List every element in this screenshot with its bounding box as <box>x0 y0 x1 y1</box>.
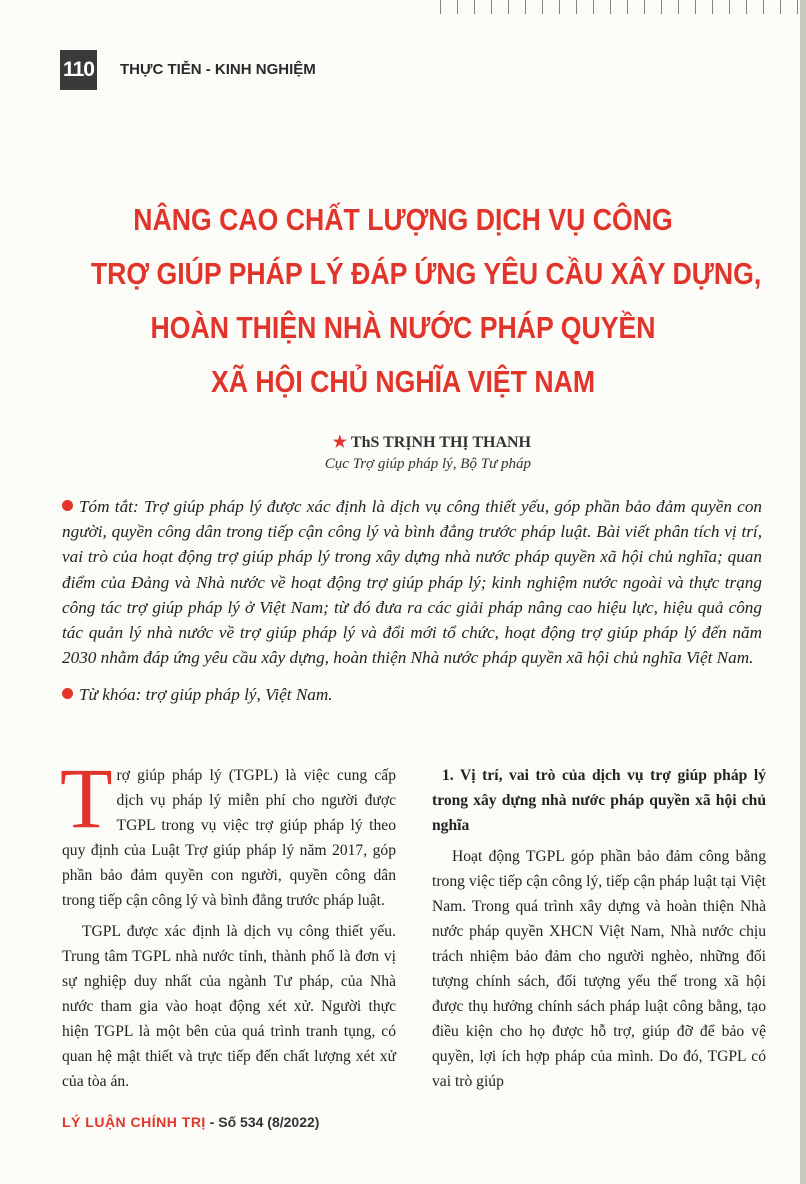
left-paragraph-1-text: rợ giúp pháp lý (TGPL) là việc cung cấp dịch vụ pháp lý miễn phí cho người được TGPL trong vụ việc trợ giúp pháp lý theo quy định của Luật Trợ giúp pháp lý năm 2017, góp phần bảo đảm quyền con người, quyền công dân trong tiếp cận công lý và bình đẳng trước pháp luật. <box>62 767 396 909</box>
title-line-2: TRỢ GIÚP PHÁP LÝ ĐÁP ỨNG YÊU CẦU XÂY DỰNG, <box>90 256 762 291</box>
keywords-label: Từ khóa: <box>79 685 142 705</box>
star-icon: ★ <box>332 434 347 451</box>
author-line <box>333 432 531 452</box>
page-number: 110 <box>60 50 97 90</box>
journal-name: LÝ LUẬN CHÍNH TRỊ <box>62 1114 206 1130</box>
section-label: THỰC TIỄN - KINH NGHIỆM <box>120 61 316 78</box>
title-line-3: HOÀN THIỆN NHÀ NƯỚC PHÁP QUYỀN <box>150 310 656 345</box>
page-edge <box>800 0 806 1184</box>
author-affiliation: Cục Trợ giúp pháp lý, Bộ Tư pháp <box>324 456 531 472</box>
keywords-text: trợ giúp pháp lý, Việt Nam. <box>145 685 333 705</box>
abstract-block <box>62 494 762 708</box>
abstract-text: Trợ giúp pháp lý được xác định là dịch vụ công thiết yếu, góp phần bảo đảm quyền con người, quyền công dân trong tiếp cận công lý và bình đẳng trước pháp luật. Bài viết phân tích vị trí, vai trò của hoạt động trợ giúp pháp lý trong xây dựng nhà nước pháp quyền xã hội chủ nghĩa; quan điểm của Đảng và Nhà nước về hoạt động trợ giúp pháp lý; kinh nghiệm nước ngoài và thực trạng công tác trợ giúp pháp lý ở Việt Nam; từ đó đưa ra các giải pháp nâng cao hiệu lực, hiệu quả công tác quản lý nhà nước về trợ giúp pháp lý và đổi mới tổ chức, hoạt động trợ giúp pháp lý đến năm 2030 nhằm đáp ứng yêu cầu xây dựng, hoàn thiện Nhà nước pháp quyền xã hội chủ nghĩa Việt Nam. <box>62 497 763 668</box>
abstract <box>62 494 762 670</box>
right-column <box>432 763 766 1094</box>
left-column <box>60 750 396 1094</box>
issue-number: - Số 534 (8/2022) <box>209 1114 320 1130</box>
footer <box>62 1114 319 1130</box>
section-heading: 1. Vị trí, vai trò của dịch vụ trợ giúp pháp lý trong xây dựng nhà nước pháp quyền xã hội chủ nghĩa <box>432 767 766 834</box>
abstract-label: Tóm tắt: <box>79 497 139 516</box>
right-paragraph-1: Hoạt động TGPL góp phần bảo đảm công bằng trong việc tiếp cận công lý, tiếp cận pháp luật tại Việt Nam. Trong quá trình xây dựng và hoàn thiện Nhà nước pháp quyền XHCN Việt Nam, Nhà nước chịu trách nhiệm bảo đảm cho người nghèo, những đối tượng chính sách, đối tượng yếu thế trong xã hội được thụ hưởng chính sách pháp luật công bằng, tạo điều kiện cho họ được hỗ trợ, giúp đỡ để bảo vệ quyền, lợi ích hợp pháp của mình. Do đó, TGPL có vai trò giúp <box>432 848 766 1090</box>
title-line-1: NÂNG CAO CHẤT LƯỢNG DỊCH VỤ CÔNG <box>133 202 673 237</box>
author-name: ThS TRỊNH THỊ THANH <box>350 434 531 451</box>
bullet-icon <box>62 688 73 699</box>
drop-cap: T <box>60 750 113 846</box>
keywords <box>62 682 762 707</box>
top-edge-marks <box>440 0 806 14</box>
left-paragraph-1 <box>60 750 396 913</box>
article-title <box>90 193 762 409</box>
bullet-icon <box>62 500 73 511</box>
left-paragraph-2: TGPL được xác định là dịch vụ công thiết yếu. Trung tâm TGPL nhà nước tỉnh, thành phố là đơn vị sự nghiệp duy nhất của ngành Tư pháp, của Nhà nước tham gia vào hoạt động xét xử. Người thực hiện TGPL là một bên của quá trình tranh tụng, có quan hệ mật thiết và trực tiếp đến chất lượng xét xử của tòa án. <box>62 923 396 1090</box>
title-line-4: XÃ HỘI CHỦ NGHĨA VIỆT NAM <box>210 364 596 399</box>
